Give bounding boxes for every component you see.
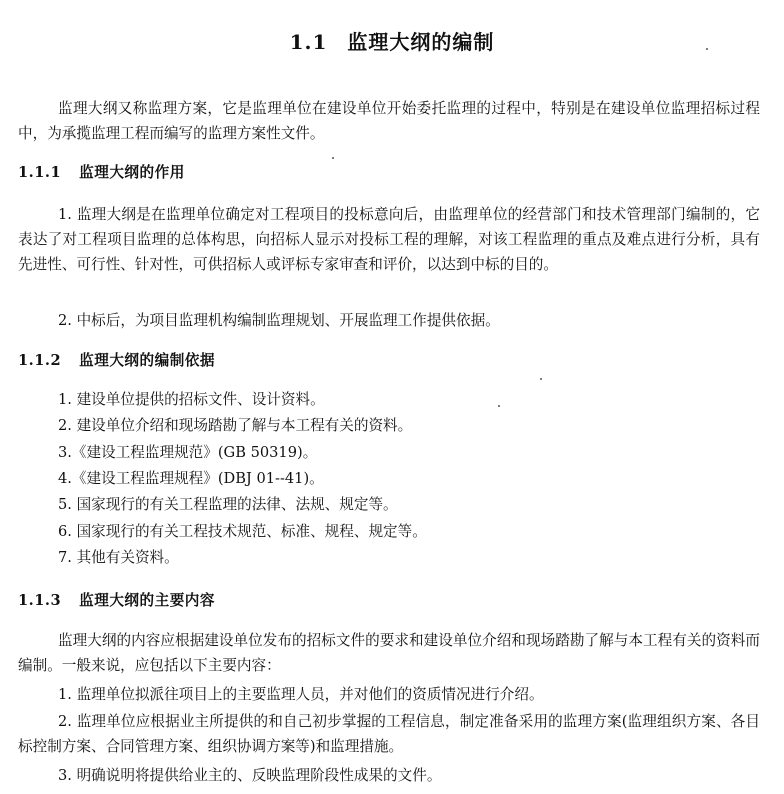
section-number: 1.1.1 — [18, 164, 62, 181]
list-item: 3.《建设工程监理规范》(GB 50319)。 — [58, 444, 318, 461]
title-text: 监理大纲的编制 — [347, 30, 495, 54]
section-number: 1.1.2 — [18, 352, 62, 369]
list-item: 2. 监理单位应根据业主所提供的和自己初步掌握的工程信息，制定准备采用的监理方案(监理组织方案、各目标控制方案、合同管理方案、组织协调方案等)和监理措施。 — [18, 713, 760, 755]
title-number: 1.1 — [289, 30, 328, 54]
section-intro-paragraph: 监理大纲的内容应根据建设单位发布的招标文件的要求和建设单位介绍和现场踏勘了解与本工程有关的资料而编制。一般来说，应包括以下主要内容： — [18, 632, 760, 674]
list-item: 1. 建设单位提供的招标文件、设计资料。 — [58, 391, 325, 408]
list-item: 1. 监理单位拟派往项目上的主要监理人员，并对他们的资质情况进行介绍。 — [58, 686, 544, 703]
section-heading-1-1-2 — [18, 349, 215, 370]
section-title: 监理大纲的作用 — [79, 164, 185, 181]
list-item: 2. 中标后，为项目监理机构编制监理规划、开展监理工作提供依据。 — [58, 312, 500, 329]
list-item: 5. 国家现行的有关工程监理的法律、法规、规定等。 — [58, 496, 398, 513]
section-number: 1.1.3 — [18, 592, 62, 609]
list-item: 3. 明确说明将提供给业主的、反映监理阶段性成果的文件。 — [58, 767, 442, 784]
section-heading-1-1-3 — [18, 589, 215, 610]
section-title: 监理大纲的主要内容 — [79, 592, 215, 609]
scan-speck — [332, 157, 334, 159]
list-item: 6. 国家现行的有关工程技术规范、标准、规程、规定等。 — [58, 523, 427, 540]
list-item: 7. 其他有关资料。 — [58, 549, 179, 566]
list-item: 1. 监理大纲是在监理单位确定对工程项目的投标意向后，由监理单位的经营部门和技术管理部门编制的，它表达了对工程项目监理的总体构思，向招标人显示对投标工程的理解，对该工程监理的重点及难点进行分析，具有先进性、可行性、针对性，可供招标人或评标专家审查和评价，以达到中标的目的。 — [18, 206, 760, 273]
list-item: 4.《建设工程监理规程》(DBJ 01--41)。 — [58, 470, 324, 487]
scan-speck — [706, 48, 708, 50]
section-title: 监理大纲的编制依据 — [79, 352, 215, 369]
list-item: 2. 建设单位介绍和现场踏勘了解与本工程有关的资料。 — [58, 417, 413, 434]
scan-speck — [540, 378, 542, 380]
intro-paragraph: 监理大纲又称监理方案，它是监理单位在建设单位开始委托监理的过程中，特别是在建设单位监理招标过程中，为承揽监理工程而编写的监理方案性文件。 — [18, 100, 760, 142]
page-title — [0, 26, 784, 55]
scan-speck — [498, 405, 500, 407]
section-heading-1-1-1 — [18, 161, 185, 182]
